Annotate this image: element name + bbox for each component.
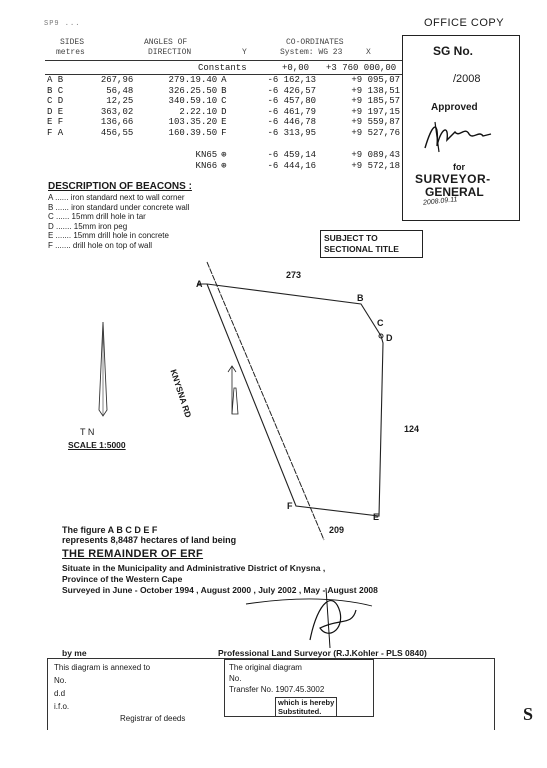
cell-point: E <box>221 117 227 127</box>
ref-x: +9 089,43 <box>351 150 400 160</box>
col-sides: SIDES <box>60 38 85 47</box>
cell-side: E F <box>47 117 64 127</box>
cell-y-coord: -6 461,79 <box>267 106 317 117</box>
road-arrow-icon <box>232 388 238 414</box>
point-e-label: E <box>373 512 380 522</box>
approval-date: 2008.09.11 <box>422 196 458 207</box>
ref-name: KN65 <box>195 150 218 160</box>
col-x: X <box>366 48 371 57</box>
cell-point: F <box>221 127 227 138</box>
cell-y-coord: -6 313,95 <box>267 127 317 138</box>
ref-y: -6 444,16 <box>267 160 317 171</box>
col-angles: ANGLES OF <box>144 38 188 47</box>
beacons-title: DESCRIPTION OF BEACONS : <box>48 181 192 192</box>
dimension-bottom: 209 <box>329 525 345 535</box>
cell-side: B C <box>47 85 64 96</box>
original-diagram-box <box>224 659 374 717</box>
cell-direction: 103.35.20 <box>168 117 218 127</box>
beacon-item: D ....... 15mm iron peg <box>48 221 128 231</box>
cell-direction: 279.19.40 <box>168 75 218 85</box>
cell-point: C <box>221 96 227 106</box>
road-label: KNYSNA RD <box>168 368 194 419</box>
cell-length: 363,02 <box>100 106 134 117</box>
situation-line-2: Province of the Western Cape <box>62 574 183 584</box>
by-me-label: by me <box>62 648 87 658</box>
constants-x: +3 760 000,00 <box>326 63 397 73</box>
cell-point: A <box>221 75 227 85</box>
figure-description <box>62 525 236 545</box>
original-diagram-label: The original diagram <box>229 663 302 672</box>
cell-direction: 160.39.50 <box>168 127 218 138</box>
cell-length: 456,55 <box>100 127 134 138</box>
point-c-label: C <box>377 318 384 328</box>
approved-label: Approved <box>431 102 478 113</box>
col-y: Y <box>242 48 247 57</box>
general-label: GENERAL <box>425 185 484 199</box>
cell-direction: 340.59.10 <box>168 96 218 106</box>
cell-side: A B <box>47 75 64 85</box>
col-system: System: WG 23 <box>280 48 343 57</box>
header-scrawl: SP9 ... <box>44 20 81 28</box>
cell-y-coord: -6 162,13 <box>267 75 317 85</box>
constants-y: +0,00 <box>282 63 310 73</box>
subject-line1: SUBJECT TO <box>324 233 378 243</box>
cell-y-coord: -6 446,78 <box>267 117 317 127</box>
ref-name: KN66 <box>195 160 218 171</box>
annex-no-label: No. <box>54 676 67 685</box>
cell-y-coord: -6 457,80 <box>267 96 317 106</box>
surveyor-credentials: Professional Land Surveyor (R.J.Kohler - PLS 0840) <box>218 648 427 658</box>
cell-y-coord: -6 426,57 <box>267 85 317 96</box>
point-a-label: A <box>196 279 203 289</box>
dimension-top: 273 <box>286 270 302 280</box>
cell-length: 12,25 <box>106 96 134 106</box>
sg-no-value: /2008 <box>453 73 481 85</box>
for-label: for <box>453 162 465 172</box>
true-north-label: T N <box>80 427 95 437</box>
cell-x-coord: +9 138,51 <box>351 85 400 96</box>
office-copy-stamp: OFFICE COPY <box>424 17 505 29</box>
annexed-label: This diagram is annexed to <box>54 663 151 672</box>
transfer-number: Transfer No. 1907.45.3002 <box>229 685 325 694</box>
figure-line-2: represents 8,8487 hectares of land being <box>62 535 237 545</box>
cell-x-coord: +9 197,15 <box>351 106 400 117</box>
dimension-right: 124 <box>404 424 420 434</box>
col-coords: CO-ORDINATES <box>286 38 344 47</box>
surveyor-signature-icon <box>310 601 356 640</box>
sg-no-label: SG No. <box>433 44 474 58</box>
annex-dd-label: d.d <box>54 689 66 698</box>
substituted-line2: Substituted. <box>278 707 322 716</box>
remainder-title: THE REMAINDER OF ERF <box>62 548 204 560</box>
cell-point: D <box>221 106 227 117</box>
cell-point: B <box>221 85 227 96</box>
cell-x-coord: +9 559,87 <box>351 117 400 127</box>
surveyor-label: SURVEYOR- <box>415 172 491 186</box>
cell-side: F A <box>47 127 64 138</box>
cell-side: D E <box>47 106 64 117</box>
point-b-label: B <box>357 293 364 303</box>
subject-line2: SECTIONAL TITLE <box>324 244 399 254</box>
cell-x-coord: +9 185,57 <box>351 96 400 106</box>
point-d-label: D <box>386 333 393 343</box>
cell-length: 56,48 <box>106 85 134 96</box>
col-angles-sub: DIRECTION <box>148 48 192 57</box>
cell-length: 267,96 <box>100 75 134 85</box>
cell-x-coord: +9 527,76 <box>351 127 400 138</box>
substituted-line1: which is hereby <box>278 698 335 707</box>
cell-direction: 2.22.10 <box>179 106 218 117</box>
survey-mark-icon: ⊕ <box>221 160 227 171</box>
annex-block <box>54 661 150 713</box>
constants-label: Constants <box>198 63 247 73</box>
road-boundary-line <box>207 262 324 540</box>
cell-x-coord: +9 095,07 <box>351 75 400 85</box>
survey-mark-icon: ⊕ <box>221 150 227 160</box>
original-no-label: No. <box>229 674 242 683</box>
cell-length: 136,66 <box>100 117 134 127</box>
figure-line-1: The figure A B C D E F <box>62 525 158 535</box>
cell-side: C D <box>47 96 64 106</box>
beacon-item: F ....... drill hole on top of wall <box>48 240 153 250</box>
col-sides-unit: metres <box>56 48 85 57</box>
annex-ifo-label: i.f.o. <box>54 702 70 711</box>
situation-text <box>62 563 378 596</box>
beacon-item: A ...... iron standard next to wall corner <box>48 193 185 202</box>
situation-line-1: Situate in the Municipality and Administrative District of Knysna , <box>62 563 326 573</box>
page-edge-letter: S <box>523 704 534 724</box>
registrar-label: Registrar of deeds <box>120 714 186 723</box>
beacon-item: B ...... iron standard under concrete wall <box>48 202 190 212</box>
scale-label: SCALE 1:5000 <box>68 440 126 450</box>
footer-annex-box <box>47 658 495 730</box>
cell-direction: 326.25.50 <box>168 85 218 96</box>
ref-x: +9 572,18 <box>351 160 400 171</box>
point-f-label: F <box>287 501 293 511</box>
beacon-item: C ...... 15mm drill hole in tar <box>48 212 146 221</box>
ref-y: -6 459,14 <box>267 150 317 160</box>
survey-dates: Surveyed in June - October 1994 , August 2000 , July 2002 , May - August 2008 <box>62 585 378 595</box>
substituted-note <box>275 697 337 717</box>
beacon-item: E ....... 15mm drill hole in concrete <box>48 231 169 240</box>
